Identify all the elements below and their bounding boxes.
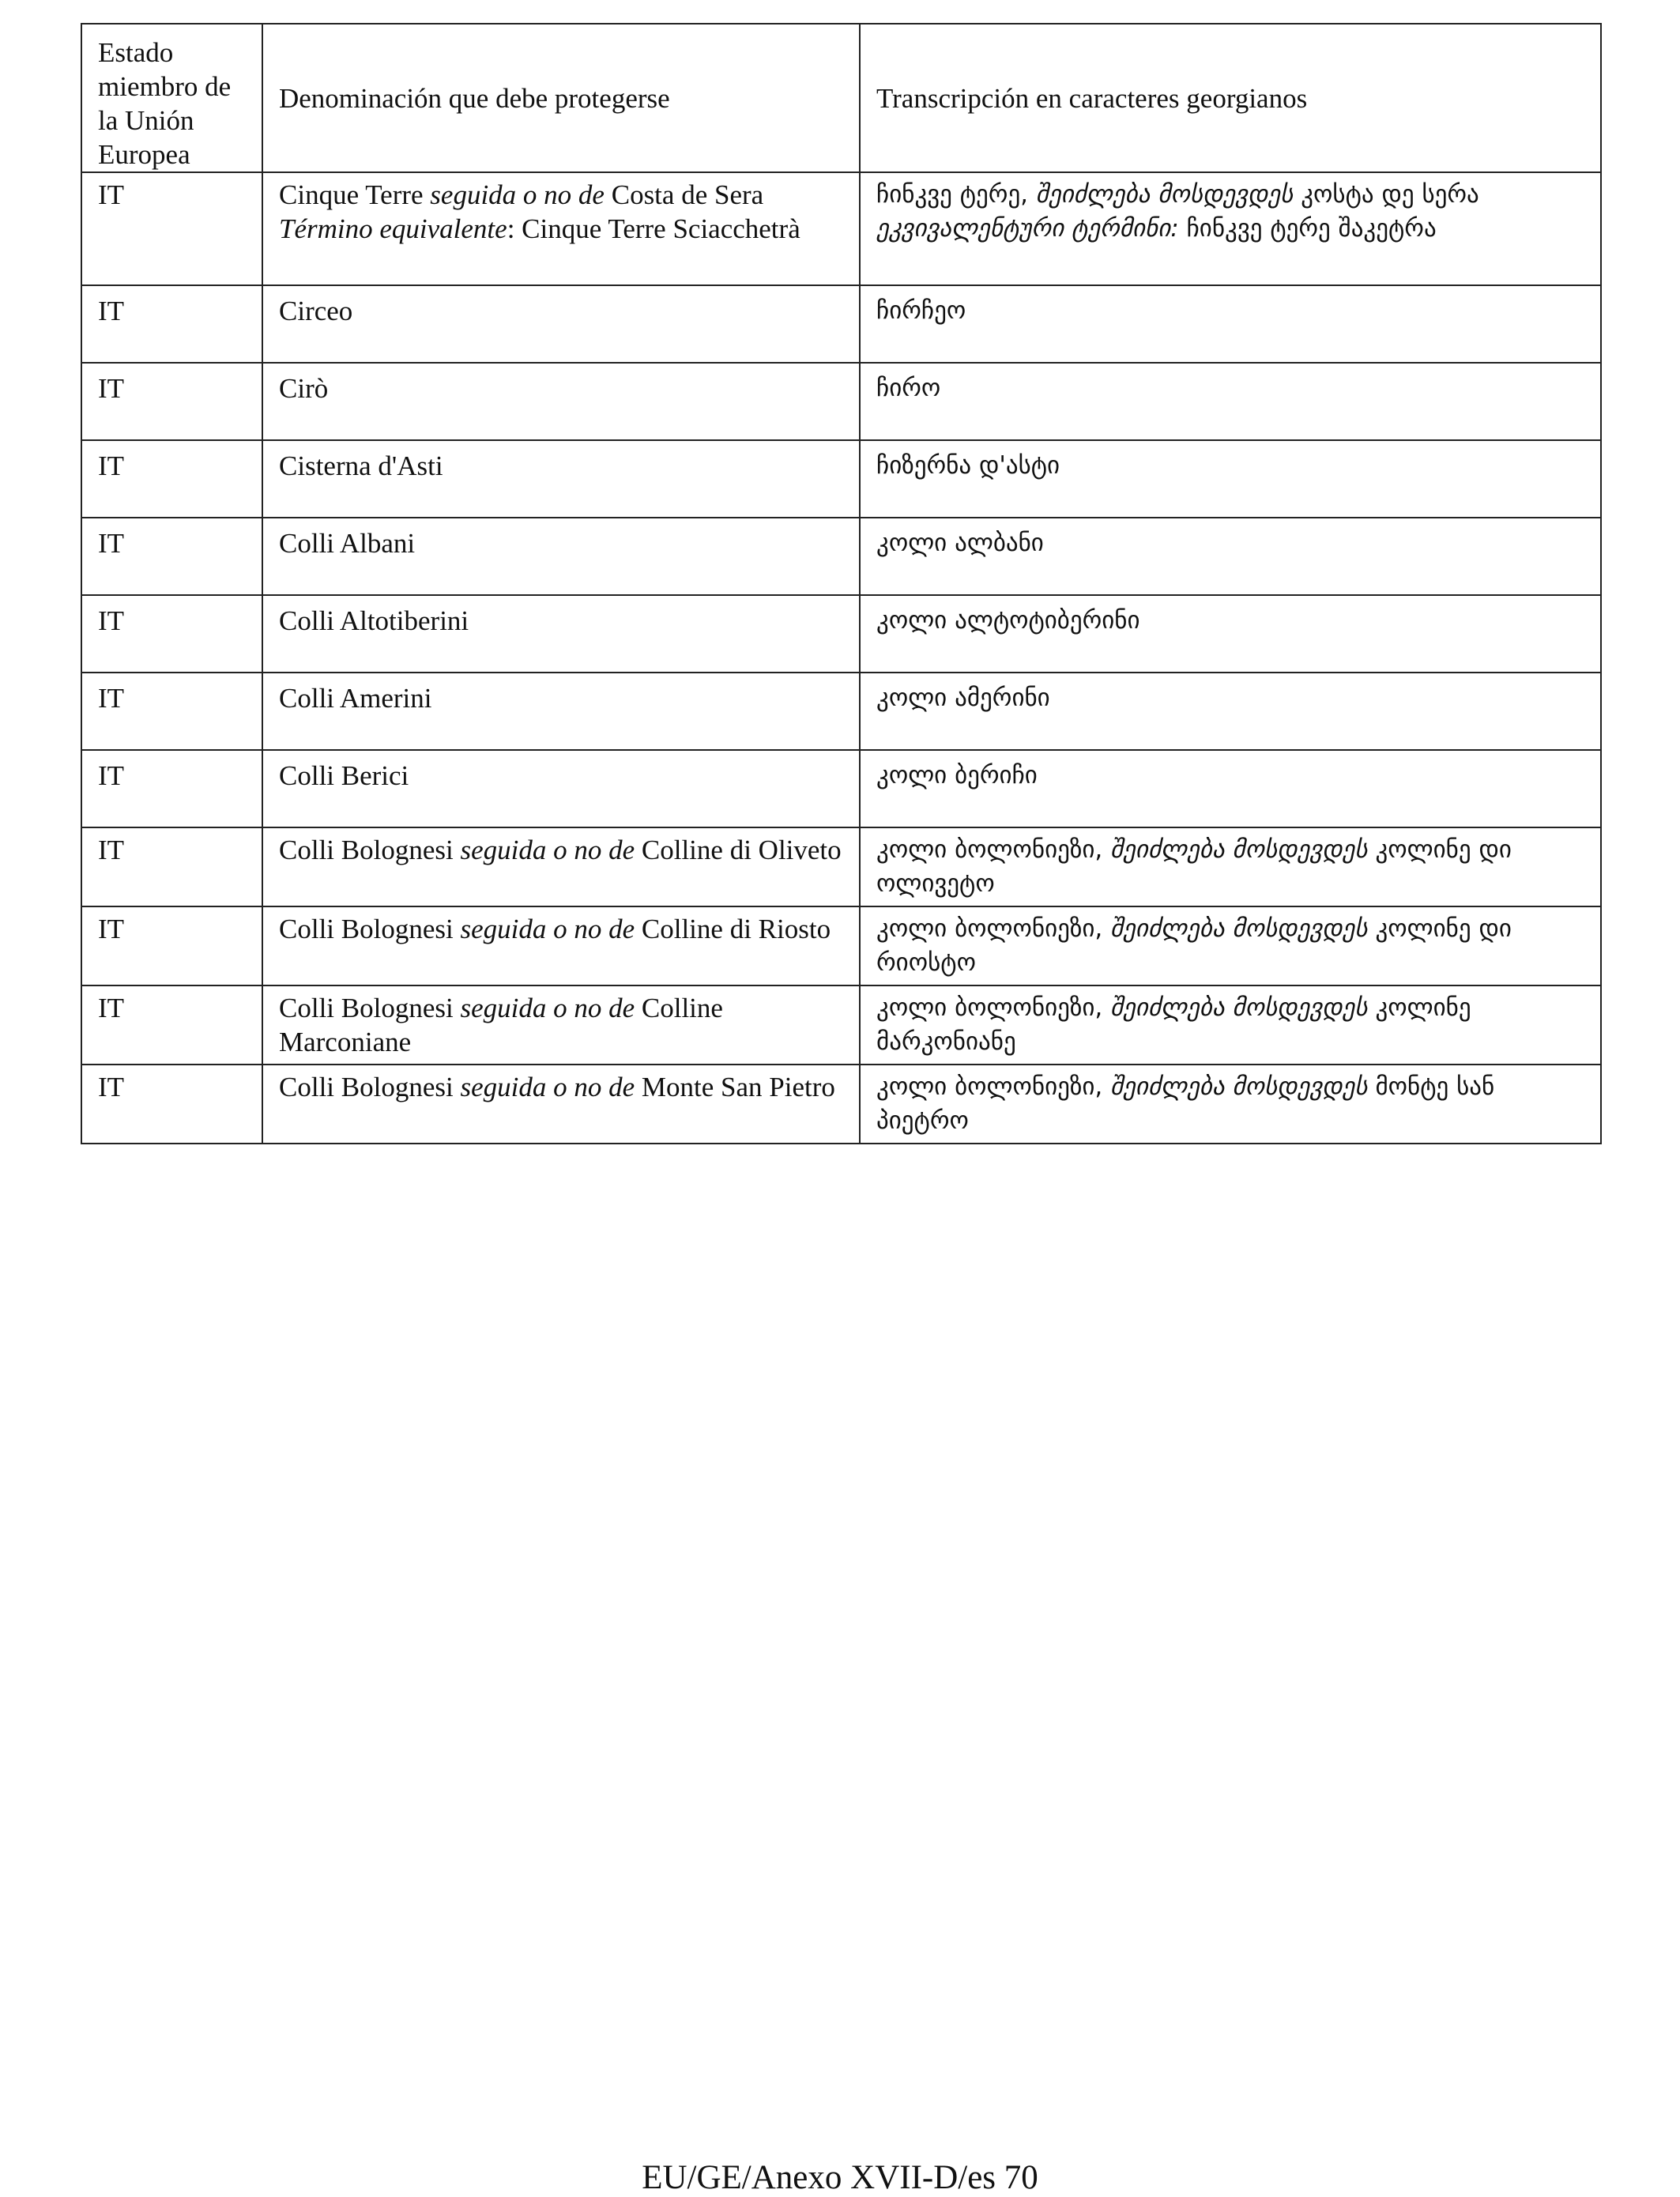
table-row — [81, 363, 1601, 440]
georgian-transcription-cell-text: მონტე სან პიეტრო — [876, 1072, 1495, 1135]
member-state-cell: IT — [81, 673, 262, 750]
member-state-cell: IT — [81, 595, 262, 673]
georgian-transcription-cell-text: შეიძლება მოსდევდეს — [1110, 1072, 1368, 1101]
member-state-cell: IT — [81, 363, 262, 440]
georgian-transcription-cell-text: შეიძლება მოსდევდეს — [1110, 993, 1368, 1022]
georgian-transcription-cell — [860, 1065, 1601, 1144]
member-state-cell: IT — [81, 985, 262, 1065]
denomination-cell-text: seguida o no de — [460, 914, 635, 944]
denomination-cell-text: Colli Amerini — [279, 683, 432, 714]
georgian-transcription-cell-text: შეიძლება მოსდევდეს — [1110, 914, 1368, 943]
denomination-cell-text: Colline Marconiane — [279, 993, 723, 1057]
georgian-transcription-cell-text: კოლი ბოლონიეზი, — [876, 1072, 1111, 1101]
denomination-cell-text: Costa de Sera — [604, 179, 764, 210]
member-state-cell: IT — [81, 285, 262, 363]
denomination-cell-text: Colli Bolognesi — [279, 993, 461, 1023]
georgian-transcription-cell-text: კოლინე დი ოლივეტო — [876, 835, 1512, 898]
denomination-cell-text: Cinque Terre — [279, 179, 431, 210]
table-header-row — [81, 24, 1601, 172]
table-row — [81, 440, 1601, 518]
georgian-transcription-cell — [860, 906, 1601, 985]
denomination-cell-text: Colli Albani — [279, 528, 416, 559]
denomination-cell-text: : Cinque Terre Sciacchetrà — [507, 213, 800, 244]
table-row — [81, 518, 1601, 595]
denomination-cell — [262, 172, 860, 285]
georgian-transcription-cell-text: ჩირჩეო — [876, 296, 966, 325]
denomination-cell-text: Circeo — [279, 296, 353, 326]
denomination-cell — [262, 750, 860, 827]
georgian-transcription-cell — [860, 172, 1601, 285]
page-footer: EU/GE/Anexo XVII-D/es 70 — [642, 2159, 1038, 2196]
table-row — [81, 827, 1601, 906]
georgian-transcription-cell-text: შეიძლება მოსდევდეს — [1110, 835, 1368, 864]
georgian-transcription-cell-text: შეიძლება მოსდევდეს — [1035, 180, 1294, 209]
georgian-transcription-cell — [860, 750, 1601, 827]
denomination-cell — [262, 518, 860, 595]
denomination-cell — [262, 440, 860, 518]
georgian-transcription-cell — [860, 985, 1601, 1065]
table-row — [81, 1065, 1601, 1144]
denomination-cell-text: Colline di Oliveto — [635, 835, 842, 865]
denomination-cell-text: seguida o no de — [460, 1072, 635, 1102]
georgian-transcription-cell-text: ეკვივალენტური ტერმინი: — [876, 214, 1179, 243]
table-row — [81, 750, 1601, 827]
member-state-cell: IT — [81, 906, 262, 985]
header-georgian-transcription: Transcripción en caracteres georgianos — [860, 24, 1601, 172]
table-row — [81, 673, 1601, 750]
member-state-cell: IT — [81, 172, 262, 285]
denomination-cell-text: Término equivalente — [279, 213, 507, 244]
denomination-cell-text: Monte San Pietro — [635, 1072, 835, 1102]
georgian-transcription-cell-text: ჩირო — [876, 374, 941, 402]
denomination-cell-text: Colli Bolognesi — [279, 914, 461, 944]
georgian-transcription-cell-text: კოლი ალბანი — [876, 529, 1044, 557]
georgian-transcription-cell-text: კოლინე მარკონიანე — [876, 993, 1471, 1056]
denomination-cell-text: seguida o no de — [460, 993, 635, 1023]
denomination-cell-text: Colli Bolognesi — [279, 835, 461, 865]
denomination-cell — [262, 827, 860, 906]
georgian-transcription-cell — [860, 440, 1601, 518]
member-state-cell: IT — [81, 827, 262, 906]
georgian-transcription-cell-text: კოლი ბოლონიეზი, — [876, 914, 1111, 943]
denomination-cell-text: Cirò — [279, 373, 329, 404]
georgian-transcription-cell-text: კოლი ბოლონიეზი, — [876, 993, 1111, 1022]
member-state-cell: IT — [81, 1065, 262, 1144]
georgian-transcription-cell — [860, 285, 1601, 363]
denomination-cell — [262, 363, 860, 440]
georgian-transcription-cell-text: ჩინკვე ტერე, — [876, 180, 1036, 209]
appellations-table — [81, 23, 1602, 1144]
table-row — [81, 595, 1601, 673]
georgian-transcription-cell — [860, 518, 1601, 595]
georgian-transcription-cell-text: კოლი ბერიჩი — [876, 761, 1038, 789]
georgian-transcription-cell — [860, 827, 1601, 906]
header-denomination: Denominación que debe protegerse — [262, 24, 860, 172]
denomination-cell — [262, 1065, 860, 1144]
table-row — [81, 172, 1601, 285]
denomination-cell-text: seguida o no de — [460, 835, 635, 865]
georgian-transcription-cell — [860, 673, 1601, 750]
denomination-cell-text: Colli Altotiberini — [279, 605, 469, 636]
table-row — [81, 985, 1601, 1065]
georgian-transcription-cell-text: კოლინე დი რიოსტო — [876, 914, 1512, 977]
member-state-cell: IT — [81, 750, 262, 827]
georgian-transcription-cell-text: კოლი ალტოტიბერინი — [876, 606, 1140, 635]
denomination-cell — [262, 595, 860, 673]
georgian-transcription-cell-text: ჩინკვე ტერე შაკეტრა — [1178, 214, 1437, 243]
georgian-transcription-cell-text: კოლი ამერინი — [876, 684, 1050, 712]
georgian-transcription-cell — [860, 595, 1601, 673]
denomination-cell — [262, 906, 860, 985]
table-row — [81, 285, 1601, 363]
georgian-transcription-cell-text: ჩიზერნა დ'ასტი — [876, 451, 1060, 480]
georgian-transcription-cell-text: კოლი ბოლონიეზი, — [876, 835, 1111, 864]
georgian-transcription-cell-text: კოსტა დე სერა — [1293, 180, 1479, 209]
denomination-cell-text: Colli Berici — [279, 760, 409, 791]
denomination-cell — [262, 985, 860, 1065]
table-row — [81, 906, 1601, 985]
georgian-transcription-cell — [860, 363, 1601, 440]
denomination-cell-text: Cisterna d'Asti — [279, 450, 443, 481]
denomination-cell-text: seguida o no de — [430, 179, 605, 210]
member-state-cell: IT — [81, 518, 262, 595]
denomination-cell — [262, 285, 860, 363]
header-member-state: Estado miembro de la Unión Europea — [81, 24, 262, 172]
member-state-cell: IT — [81, 440, 262, 518]
denomination-cell-text: Colli Bolognesi — [279, 1072, 461, 1102]
denomination-cell-text: Colline di Riosto — [635, 914, 831, 944]
denomination-cell — [262, 673, 860, 750]
